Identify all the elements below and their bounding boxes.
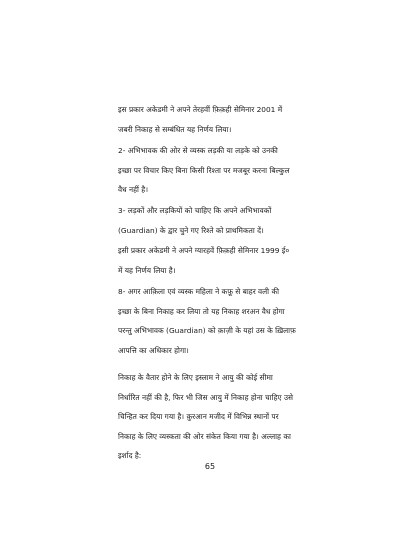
text-line: वैध नहीं है। bbox=[118, 185, 149, 194]
text-line: इसी प्रकार अकेडमी ने अपने ग्यारहवें फ़िक़ही सेमिनार 1999 ई० bbox=[118, 246, 290, 255]
page-number: 65 bbox=[204, 462, 216, 471]
text-line: जबरी निकाह से सम्बंधित यह निर्णय लिया। bbox=[118, 124, 232, 134]
text-line: आपत्ति का अधिकार होगा। bbox=[118, 345, 189, 355]
text-line: 3- लड़कों और लड़कियों को चाहिए कि अपने अभिभावकों bbox=[118, 206, 272, 215]
paragraph-seminar-2001 bbox=[118, 100, 318, 139]
text-line: 8- अगर आक़िला एवं व्यस्क महिला ने कफ़ू से बाहर वली की bbox=[118, 287, 280, 296]
text-line: चिन्हित कर दिया गया है। क़ुरआन मजीद में विभिन्न स्थानों पर bbox=[118, 412, 279, 421]
text-line: (Guardian) के द्वार चुने गए रिश्ते को प्राथमिकता दें। bbox=[118, 225, 264, 235]
text-line: इस प्रकार अकेडमी ने अपने तेरहवीं फ़िक़ही सेमिनार 2001 में bbox=[118, 105, 283, 114]
text-line: निर्धारित नहीं की है, फिर भी जिस आयु में निकाह होना चाहिए उसे bbox=[118, 392, 293, 402]
text-line: में यह निर्णय लिया है। bbox=[118, 265, 176, 275]
text-line: निकाह के लिए व्यस्कता की ओर संकेत किया गया है। अल्लाह का bbox=[118, 431, 291, 441]
text-line: परन्तु अभिभावक (Guardian) को क़ाज़ी के यहां उस के ख़िलाफ़ bbox=[118, 326, 296, 335]
paragraph-seminar-1999 bbox=[118, 241, 318, 280]
text-line: इर्शाद है: bbox=[118, 451, 142, 460]
paragraph-point-3 bbox=[118, 201, 318, 240]
paragraph-point-2 bbox=[118, 141, 318, 200]
text-line: इच्छा के बिना निकाह कर लिया तो यह निकाह शरअन वैध होगा bbox=[118, 306, 285, 316]
text-line: 2- अभिभावक की ओर से व्यस्क लड़की या लड़के को उनकी bbox=[118, 146, 278, 155]
text-line: निकाह के वैतार होने के लिए इस्लाम ने आयु की कोई सीमा bbox=[118, 373, 273, 382]
text-line: इच्छा पर विचार किए बिना किसी रिश्ता पर मजबूर करना बिल्कुल bbox=[118, 165, 290, 175]
paragraph-age-of-marriage bbox=[118, 368, 318, 466]
paragraph-point-8 bbox=[118, 282, 318, 360]
